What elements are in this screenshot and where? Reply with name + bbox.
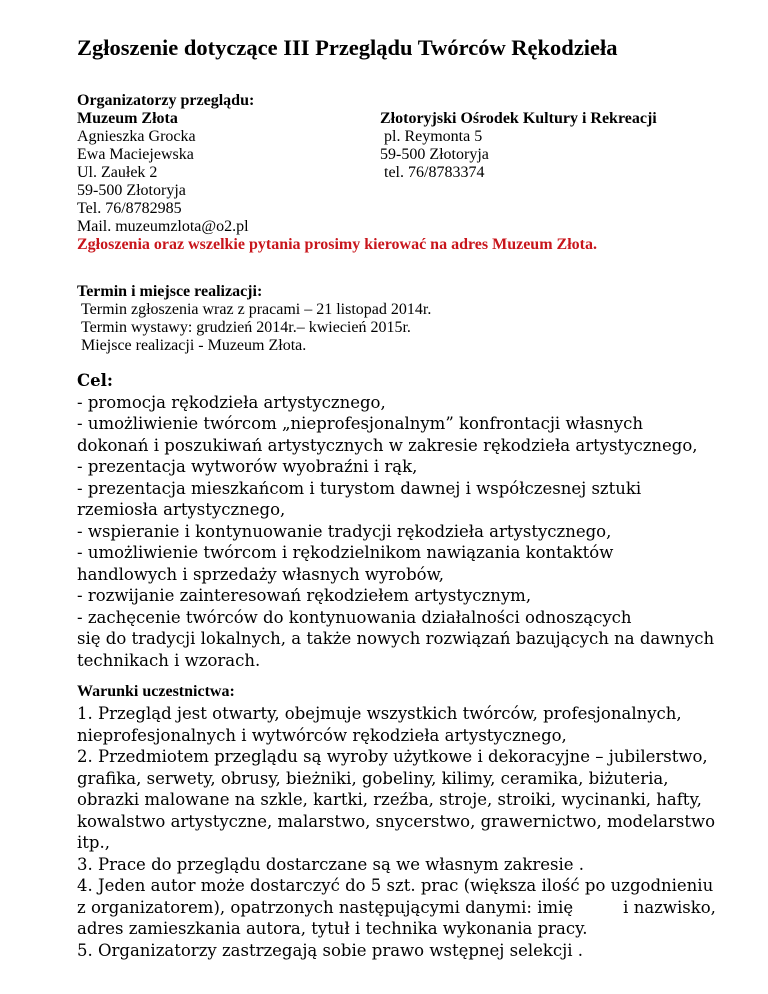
- page-title: Zgłoszenie dotyczące III Przeglądu Twórców Rękodzieła: [77, 35, 618, 60]
- cel-section: [77, 370, 714, 671]
- warunki-line: 2. Przedmiotem przeglądu są wyroby użytkowe i dekoracyjne – jubilerstwo,: [77, 747, 708, 766]
- organizers-right: [380, 110, 657, 182]
- warunki-line: grafika, serwety, obrusy, bieżniki, gobeliny, kilimy, ceramika, biżuteria,: [77, 768, 669, 788]
- organizers-heading: Organizatorzy przeglądu:: [77, 92, 255, 109]
- cel-line: dokonań i poszukiwań artystycznych w zakresie rękodzieła artystycznego,: [77, 435, 698, 455]
- cel-line: - prezentacja wytworów wyobraźni i rąk,: [77, 457, 418, 476]
- cel-line: - promocja rękodzieła artystycznego,: [77, 392, 386, 412]
- warunki-section: [77, 683, 716, 961]
- warunki-line: 5. Organizatorzy zastrzegają sobie prawo wstępnej selekcji .: [77, 940, 584, 960]
- cel-line: - rozwijanie zainteresowań rękodziełem artystycznym,: [77, 586, 532, 605]
- cel-line: - zachęcenie twórców do kontynuowania działalności odnoszących: [77, 607, 632, 627]
- cel-line: - umożliwienie twórcom „nieprofesjonalnym” konfrontacji własnych: [77, 414, 644, 433]
- warunki-line: 4. Jeden autor może dostarczyć do 5 szt. prac (większa ilość po uzgodnieniu: [77, 876, 714, 895]
- contact-person: Agnieszka Grocka: [77, 128, 196, 145]
- cel-line: się do tradycji lokalnych, a także nowych rozwiązań bazujących na dawnych: [77, 629, 715, 648]
- termin-heading: Termin i miejsce realizacji:: [77, 283, 263, 300]
- street-address: Ul. Zaułek 2: [77, 164, 158, 181]
- warunki-line: nieprofesjonalnych i wytwórców rękodzieła artystycznego,: [77, 725, 567, 745]
- warunki-line: adres zamieszkania autora, tytuł i technika wykonania pracy.: [77, 919, 588, 938]
- termin-line: Termin wystawy: grudzień 2014r.– kwiecień 2015r.: [81, 319, 411, 336]
- warunki-line: obrazki malowane na szkle, kartki, rzeźba, stroje, stroiki, wycinanki, hafty,: [77, 790, 702, 809]
- warunki-line: 3. Prace do przeglądu dostarczane są we własnym zakresie .: [77, 854, 585, 874]
- center-postal-city: 59-500 Złotoryja: [380, 146, 489, 163]
- warunki-line: itp.,: [77, 833, 110, 852]
- warunki-line-split: [77, 897, 716, 919]
- cel-line: technikach i wzorach.: [77, 650, 261, 670]
- termin-section: [77, 283, 431, 355]
- center-phone: tel. 76/8783374: [384, 164, 485, 181]
- cel-heading: Cel:: [77, 371, 113, 390]
- museum-name: Muzeum Złota: [77, 110, 178, 127]
- center-address: pl. Reymonta 5: [384, 128, 483, 145]
- warunki-heading: Warunki uczestnictwa:: [77, 683, 235, 700]
- termin-line: Miejsce realizacji - Muzeum Złota.: [81, 337, 307, 354]
- warunki-line: kowalstwo artystyczne, malarstwo, snycerstwo, grawernictwo, modelarstwo: [77, 811, 716, 831]
- cel-line: handlowych i sprzedaży własnych wyrobów,: [77, 564, 444, 584]
- center-name: Złotoryjski Ośrodek Kultury i Rekreacji: [380, 110, 657, 127]
- termin-line: Termin zgłoszenia wraz z pracami – 21 listopad 2014r.: [81, 301, 432, 318]
- warunki-line: 1. Przegląd jest otwarty, obejmuje wszystkich twórców, profesjonalnych,: [77, 704, 682, 723]
- cel-line: - wspieranie i kontynuowanie tradycji rękodzieła artystycznego,: [77, 521, 612, 541]
- contact-person: Ewa Maciejewska: [77, 146, 194, 163]
- warunki-line-part: z organizatorem), opatrzonych następującymi danymi: imię: [77, 897, 574, 917]
- cel-line: - umożliwienie twórcom i rękodzielnikom nawiązania kontaktów: [77, 543, 614, 562]
- notice-text: Zgłoszenia oraz wszelkie pytania prosimy kierować na adres Muzeum Złota.: [77, 236, 597, 253]
- cel-line: - prezentacja mieszkańcom i turystom dawnej i współczesnej sztuki: [77, 478, 642, 498]
- warunki-line-part: i nazwisko,: [623, 897, 716, 917]
- cel-line: rzemiosła artystycznego,: [77, 500, 286, 519]
- postal-city: 59-500 Złotoryja: [77, 182, 186, 199]
- email: Mail. muzeumzlota@o2.pl: [77, 218, 249, 235]
- phone: Tel. 76/8782985: [77, 200, 182, 217]
